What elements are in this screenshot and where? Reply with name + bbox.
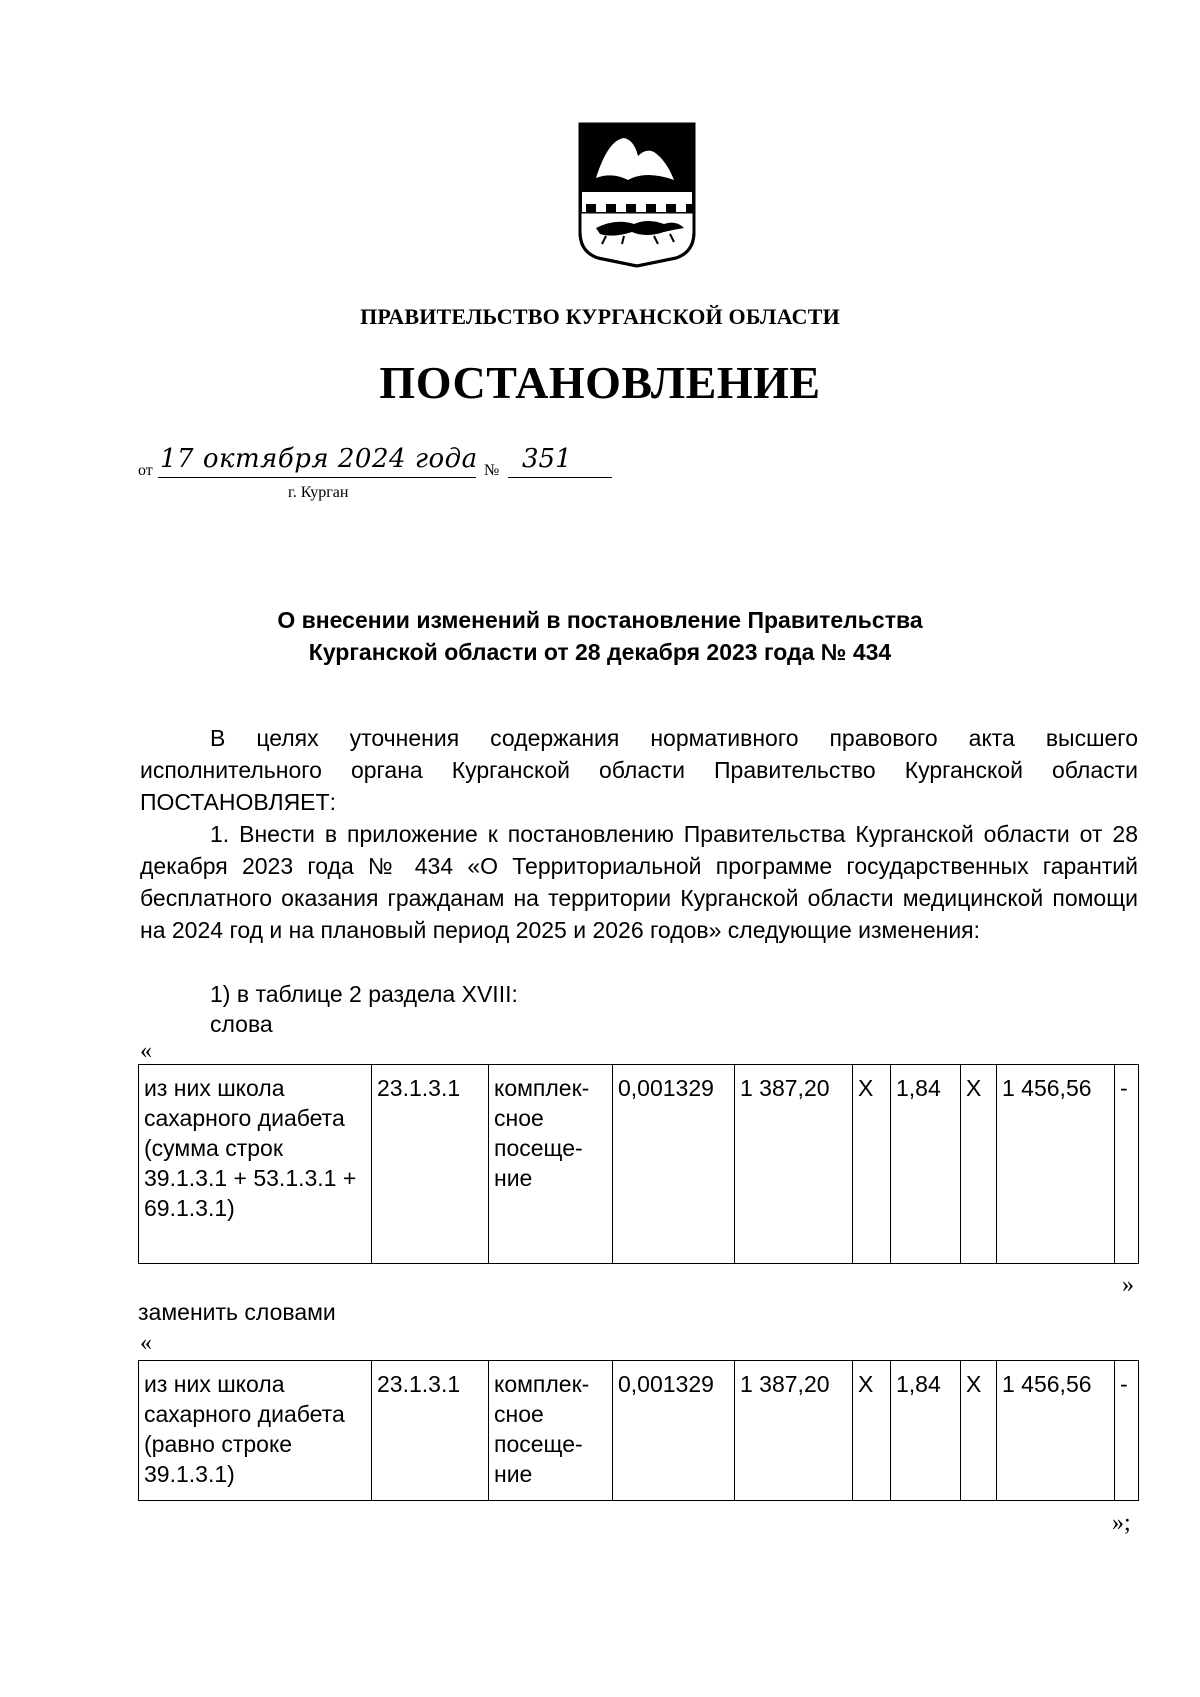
open-quote-1: «	[140, 1038, 152, 1064]
cell-name: из них школа сахарного диабета (сумма строк 39.1.3.1 + 53.1.3.1 + 69.1.3.1)	[139, 1065, 372, 1264]
document-type-title: ПОСТАНОВЛЕНИЕ	[379, 357, 821, 408]
cell-name: из них школа сахарного диабета (равно строке 39.1.3.1)	[139, 1361, 372, 1501]
cell-x1: Х	[853, 1065, 891, 1264]
paragraph-amendment: 1. Внести в приложение к постановлению Правительства Курганской области от 28 декабря 2023 года № 434 «О Территориальной программе государственных гарантий бесплатного оказания гражданам на территории Курганской области медицинской помощи на 2024 год и на плановый период 2025 и 2026 годов» следующие изменения:	[140, 821, 1138, 943]
close-quote-semicolon: »;	[1112, 1510, 1131, 1536]
document-subject	[0, 604, 1200, 668]
cell-volume: 0,001329	[613, 1065, 735, 1264]
item-1: 1) в таблице 2 раздела XVIII:	[210, 981, 518, 1007]
date-number-line	[138, 446, 658, 506]
cell-volume: 0,001329	[613, 1361, 735, 1501]
table-new-row	[138, 1360, 1139, 1501]
cell-code: 23.1.3.1	[372, 1361, 489, 1501]
coat-of-arms-icon	[576, 120, 698, 270]
cell-total: 1 456,56	[997, 1065, 1115, 1264]
paragraph-purpose: В целях уточнения содержания нормативного правового акта высшего исполнительного органа Курганской области Правительство Курганской области ПОСТАНОВЛЯЕТ:	[140, 725, 1138, 815]
cell-unit: комплек-сное посеще-ние	[489, 1065, 613, 1264]
cell-cost: 1 387,20	[735, 1361, 853, 1501]
number-label: №	[484, 462, 500, 479]
subject-line-2: Курганской области от 28 декабря 2023 года № 434	[308, 639, 892, 665]
replace-label: заменить словами	[138, 1299, 336, 1325]
subject-line-1: О внесении изменений в постановление Правительства	[277, 607, 923, 633]
table-row	[139, 1065, 1139, 1264]
table-row	[139, 1361, 1139, 1501]
cell-dash: -	[1115, 1065, 1139, 1264]
cell-cost: 1 387,20	[735, 1065, 853, 1264]
city-label: г. Курган	[288, 484, 349, 501]
number-underline	[508, 477, 612, 478]
date-value: 17 октября 2024 года	[160, 444, 478, 474]
cell-value: 1,84	[891, 1065, 961, 1264]
close-quote-1: »	[1122, 1272, 1134, 1298]
date-from-label: от	[138, 462, 153, 479]
cell-dash: -	[1115, 1361, 1139, 1501]
open-quote-2: «	[140, 1330, 152, 1356]
cell-x1: Х	[853, 1361, 891, 1501]
cell-code: 23.1.3.1	[372, 1065, 489, 1264]
table-old-row	[138, 1064, 1139, 1264]
words-label: слова	[210, 1011, 273, 1037]
cell-unit: комплек-сное посеще-ние	[489, 1361, 613, 1501]
number-value: 351	[522, 444, 572, 474]
cell-total: 1 456,56	[997, 1361, 1115, 1501]
cell-x2: Х	[961, 1065, 997, 1264]
government-name: ПРАВИТЕЛЬСТВО КУРГАНСКОЙ ОБЛАСТИ	[360, 304, 840, 329]
cell-value: 1,84	[891, 1361, 961, 1501]
cell-x2: Х	[961, 1361, 997, 1501]
date-underline	[158, 477, 476, 478]
